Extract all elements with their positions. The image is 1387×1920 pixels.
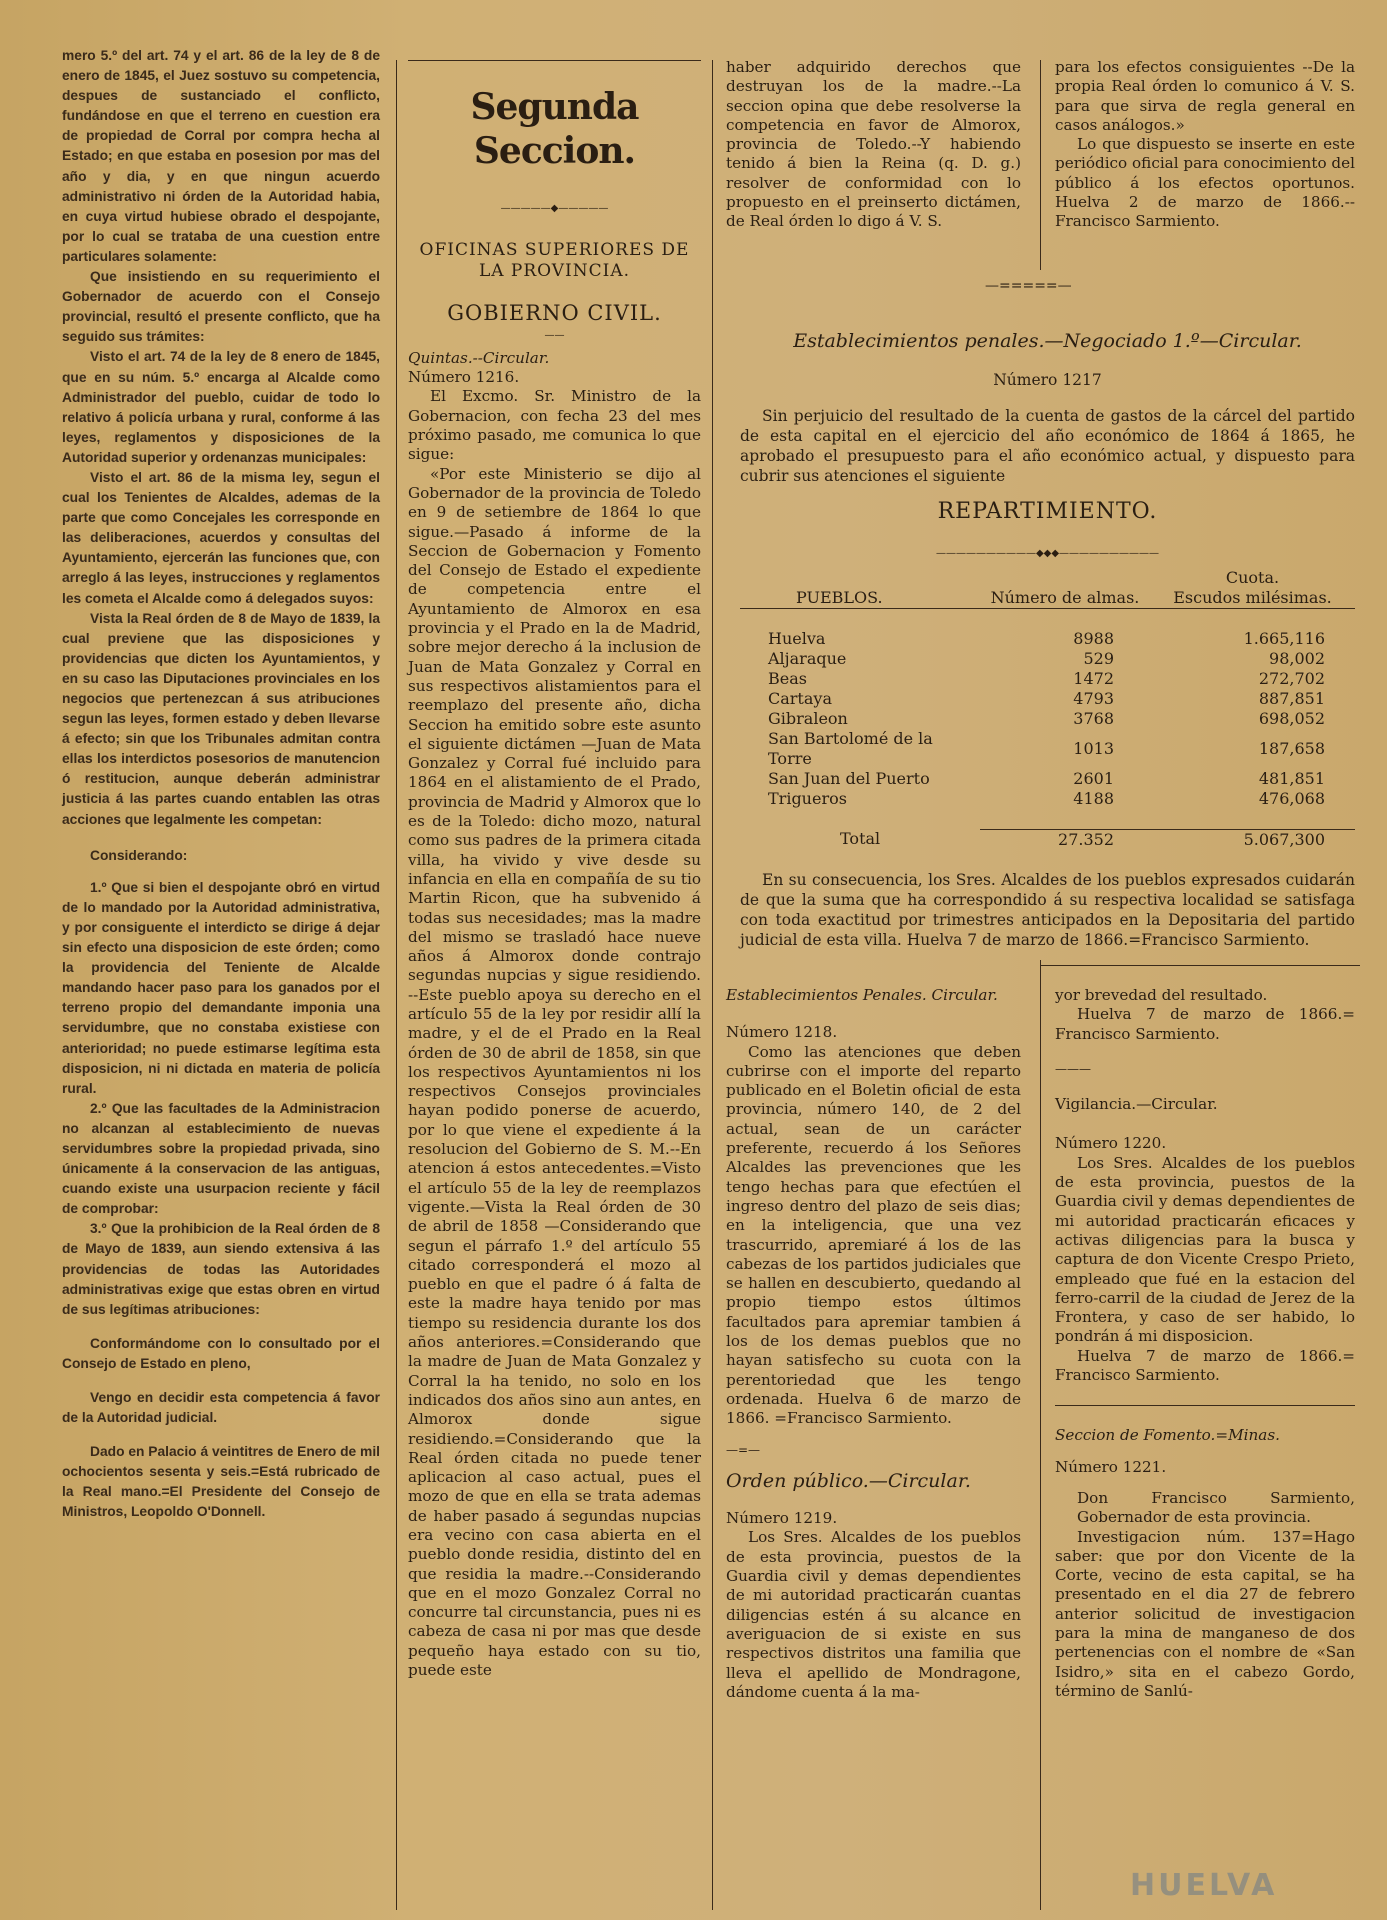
table-row: Aljaraque 529 98,002	[768, 648, 1325, 668]
paragraph: «Por este Ministerio se dijo al Gobernador de la provincia de Toledo en 9 de setiembre de 1864 lo que sigue.—Pasado á informe de la Seccion de Gobernacion y Fomento del Consejo de Estado el expediente de competencia entre el Ayuntamiento de Almorox en esa provincia y el Prado en la de Madrid, sobre mejor derecho á la inclusion de Juan de Mata Gonzalez y Corral en sus respectivos alistamientos para el reemplazo del presente año, dicha Seccion ha emitido sobre este asunto el siguiente dictámen —Juan de Mata Gonzalez y Corral fué incluido para 1864 en el alistamiento de el Prado, provincia de Madrid y Almorox que lo es de la Toledo: dicho mozo, natural como sus padres de la primera citada villa, ha vivido y vive desde su infancia en ella en compañía de su tio Martin Ricon, que ha subvenido á todas sus necesidades; mas la madre del mismo se trasladó hace nueve años á Almorox donde contrajo segundas nupcias y sigue residiendo. --Este pueblo apoya su derecho en el artículo 55 de la ley por residir allí la madre, y el de el Prado en la Real órden de 30 de abril de 1858, sin que los respectivos Ayuntamientos ni los respectivos Consejos provinciales hayan podido ponerse de acuerdo, por lo que viene el expediente á la resolucion del Gobierno de S. M.--En atencion á estos antecedentes.=Visto el artículo 55 de la ley de reemplazos vigente.—Vista la Real órden de 30 de abril de 1858 —Considerando que segun el párrafo 1.º del artículo 55 citado corresponderá el mozo al pueblo en que el padre ó á falta de este la madre haya tenido por mas tiempo su residencia durante los dos años anteriores.=Considerando que la madre de Juan de Mata Gonzalez y Corral la ha tenido, no solo en los indicados dos años sino aun antes, en Almorox donde sigue residiendo.=Considerando que la Real órden citada no puede tener aplicacion al caso actual, pues el mozo de que en ella se trata ademas de haber pasado á segundas nupcias era vecino con casa abierta en el pueblo donde residia, distinto del en que residia la madre.--Considerando que en el mozo Gonzalez Corral no concurre tal circunstancia, pues ni es cabeza de casa ni por mas que desde pequeño haya estado con su tio, puede este	[408, 464, 701, 1680]
gobierno-heading: GOBIERNO CIVIL.	[447, 301, 662, 326]
table-row: San Bartolomé de la Torre 1013 187,658	[768, 728, 1325, 768]
table-row: Cartaya 4793 887,851	[768, 688, 1325, 708]
signature: Huelva 7 de marzo de 1866.= Francisco Sarmiento.	[1055, 1005, 1355, 1043]
paragraph: Visto el art. 74 de la ley de 8 enero de 1845, que en su núm. 5.º encarga al Alcalde como Administrador del pueblo, cuidar de todo lo relativo á policía urbana y rural, conforme á las leyes, reglamentos y disposiciones de la Autoridad superior y ordenanzas municipales:	[62, 349, 380, 465]
top-rule	[408, 60, 701, 61]
penales-intro: Sin perjuicio del resultado de la cuenta de gastos de la cárcel del partido de esta capital en el ejercicio del año económico de 1864 á 1865, he aprobado el presupuesto para el año económico actual, y dispuesto para cubrir sus atenciones el siguiente	[740, 406, 1355, 485]
table-row: Trigueros 4188 476,068	[768, 788, 1325, 808]
column-2	[408, 60, 701, 1680]
col-pueblos: PUEBLOS.	[796, 587, 883, 607]
paragraph: haber adquirido derechos que destruyan los de la madre.--La seccion opina que debe resolverse la competencia en favor de Almorox, provincia de Toledo.--Y habiendo tenido á bien la Reina (q. D. g.) resolver de conformidad con lo propuesto en el preinserto dictámen, de Real órden lo digo á V. S.	[726, 58, 1021, 231]
ornament-rule: ——————————◆◆◆——————————	[935, 547, 1160, 559]
number-heading: Número 1216.	[408, 368, 520, 387]
paragraph: El Excmo. Sr. Ministro de la Gobernacion, con fecha 23 del mes próximo pasado, me comunica lo que sigue:	[408, 387, 701, 464]
paragraph: Vista la Real órden de 8 de Mayo de 1839, la cual previene que las disposiciones y providencias que dicten los Ayuntamientos, y en su caso las Diputaciones provinciales en los negocios que pertenezcan á sus atribuciones segun las leyes, formen estado y deben llevarse á efecto; sin que los Tribunales admitan contra ellas los interdictos posesorios de manutencion ó restitucion, aunque deberán administrar justicia á las partes cuando entablen las otras acciones que legalmente les competan:	[62, 610, 380, 827]
column-rule	[712, 60, 713, 1910]
paragraph: Visto el art. 86 de la misma ley, segun el cual los Tenientes de Alcaldes, ademas de la parte que como Concejales les corresponde en las deliberaciones, acuerdos y consultas del Ayuntamiento, ejercerán las funciones que, con arreglo á las leyes, instrucciones y reglamentos les cometa el Alcalde como á delegados suyos:	[62, 469, 380, 606]
paragraph: yor brevedad del resultado.	[1055, 986, 1268, 1004]
number-heading: Número 1220.	[1055, 1134, 1167, 1153]
column-rule	[1040, 960, 1041, 1910]
paragraph: Vengo en decidir esta competencia á favor de la Autoridad judicial.	[62, 1390, 380, 1426]
paragraph: Que insistiendo en su requerimiento el Gobernador de acuerdo con el Consejo provincial, resultó el presente conflicto, que ha seguido sus trámites:	[62, 269, 380, 345]
paragraph: Lo que dispuesto se inserte en este periódico oficial para conocimiento del público á los efectos oportunos. Huelva 2 de marzo de 1866.--Francisco Sarmiento.	[1055, 135, 1355, 231]
paragraph: 2.º Que las facultades de la Administracion no alcanzan al establecimiento de nuevas servidumbres sobre la propiedad privada, sino únicamente á la conservacion de las antiguas, cuando existe una usurpacion reciente y fácil de comprobar:	[62, 1100, 380, 1217]
short-rule: ——	[544, 329, 565, 341]
column-3-top	[726, 58, 1021, 232]
rule	[1055, 1405, 1355, 1406]
penales-heading: Establecimientos penales.—Negociado 1.º—Circular.	[793, 330, 1302, 352]
table-header	[740, 568, 1355, 588]
paragraph: 3.º Que la prohibicion de la Real órden de 8 de Mayo de 1839, aun siendo extensiva á las providencias de todas las Autoridades administrativas exige que estas obren en virtud de sus legítimas atribuciones:	[62, 1221, 380, 1317]
col-cuota-1: Cuota.	[1225, 567, 1280, 587]
watermark-logo: HUELVA	[1130, 1868, 1278, 1903]
penales-section	[740, 312, 1355, 965]
table-row: Huelva 8988 1.665,116	[768, 628, 1325, 648]
number-heading: Número 1219.	[726, 1509, 838, 1528]
fomento-heading: Seccion de Fomento.=Minas.	[1055, 1426, 1280, 1445]
signature-paragraph: Dado en Palacio á veintitres de Enero de mil ochocientos sesenta y seis.=Está rubricado de la Real mano.=El Presidente del Consejo de Ministros, Leopoldo O'Donnell.	[62, 1444, 380, 1520]
paragraph: mero 5.º del art. 74 y el art. 86 de la ley de 8 de enero de 1845, el Juez sostuvo su competencia, despues de sustanciado el conflicto, fundándose en que el terreno en cuestion era de propiedad de Corral por compra hecha al Estado; en que estaba en posesion por mas del año y dia, y en que ningun acuerdo administrativo ni órden de la Autoridad habia, en cuya virtud hubiese obrado el despojante, por lo cual se trataba de una cuestion entre particulares solamente:	[62, 48, 380, 264]
paragraph: Como las atenciones que deben cubrirse con el importe del reparto publicado en el Boletin oficial de esta provincia, número 140, de 2 del actual, sean de un carácter preferente, recuerdo á los Señores Alcaldes las prevenciones que les tengo hechas para que efectúen el ingreso dentro del plazo de seis dias; en la inteligencia, que una vez trascurrido, apremiaré á los de las cabezas de los partidos judiciales que se hallen en descubierto, quedando al propio tiempo estos últimos facultados para apremiar tambien á los de los demas pueblos que no hayan satisfecho su cuota con la perentoriedad que les tengo ordenada. Huelva 6 de marzo de 1866. =Francisco Sarmiento.	[726, 1042, 1021, 1428]
column-rule	[1040, 60, 1041, 270]
table-row: Gibraleon 3768 698,052	[768, 708, 1325, 728]
paragraph: 1.º Que si bien el despojante obró en virtud de lo mandado por la Autoridad administrativa, y por consiguente el interdicto se dirige á dejar sin efecto una disposicion de este órden; como la providencia del Teniente de Alcalde mandando hacer paso para los ganados por el terreno propio del demandante imponia una servidumbre, que no constaba existiese con anterioridad; no puede estimarse legítima esta disposicion, ni ni dictada en materia de policía rural.	[62, 879, 380, 1096]
penales-number: Número 1217	[993, 371, 1102, 389]
paragraph: Los Sres. Alcaldes de los pueblos de esta provincia, puestos de la Guardia civil y demas dependientes de mi autoridad practicarán cuantas diligencias estén á su alcance en averiguacion de si existe en sus respectivos distritos una familia que lleva el apellido de Mondragone, dándome cuenta á la ma-	[726, 1528, 1021, 1701]
ornament-rule: —————◆—————	[500, 203, 609, 214]
section-title: Segunda Seccion.	[470, 86, 639, 172]
offices-heading: OFICINAS SUPERIORES DE LA PROVINCIA.	[419, 240, 690, 282]
signature: Huelva 7 de marzo de 1866.= Francisco Sarmiento.	[1055, 1346, 1355, 1385]
repartimiento-title: REPARTIMIENTO.	[937, 498, 1158, 524]
vig-heading: Vigilancia.—Circular.	[1055, 1095, 1218, 1114]
paragraph: Los Sres. Alcaldes de los pueblos de esta provincia, puestos de la Guardia civil y demas dependientes de mi autoridad practicarán eficaces y activas diligencias para la busca y captura de don Vicente Crespo Prieto, empleado que fué en la estacion del ferro-carril de la ciudad de Jerez de la Frontera, y caso de ser habido, lo pondrán á mi disposicion.	[1055, 1153, 1355, 1346]
orden-heading: Orden público.—Circular.	[726, 1469, 971, 1492]
considerando-heading: Considerando:	[90, 847, 188, 863]
number-heading: Número 1218.	[726, 1023, 838, 1042]
ornament-rule: —=—	[726, 1442, 761, 1457]
table-row: Beas 1472 272,702	[768, 668, 1325, 688]
table-total-row: Total 27.352 5.067,300	[840, 829, 1325, 849]
col-almas: Número de almas.	[990, 587, 1140, 607]
column-rule	[396, 60, 397, 1910]
paragraph: Investigacion núm. 137=Hago saber: que por don Vicente de la Corte, vecino de esta capital, se ha presentado en el dia 27 de febrero anterior solicitud de investigacion para la mina de manganeso de dos pertenencias con el nombre de «San Isidro,» sita en el cabezo Gordo, término de Sanlú-	[1055, 1527, 1355, 1700]
paragraph: Don Francisco Sarmiento, Gobernador de esta provincia.	[1077, 1488, 1355, 1527]
short-rule: ———	[1055, 1061, 1091, 1076]
paragraph: para los efectos consiguientes --De la propia Real órden lo comunico á V. S. para que sirva de regla general en casos análogos.»	[1055, 58, 1355, 134]
penales-circ-heading: Establecimientos Penales. Circular.	[726, 986, 998, 1004]
col-cuota-2: Escudos milésimas.	[1173, 587, 1332, 607]
column-3-bottom	[726, 986, 1021, 1702]
repartimiento-table	[740, 568, 1355, 850]
paragraph: Conformándome con lo consultado por el Consejo de Estado en pleno,	[62, 1335, 380, 1371]
number-heading: Número 1221.	[1055, 1457, 1167, 1476]
rule	[1040, 965, 1360, 966]
quintas-heading: Quintas.--Circular.	[408, 348, 550, 367]
column-1	[62, 46, 380, 1523]
table-header	[740, 588, 1355, 609]
column-4-bottom	[1055, 986, 1355, 1701]
column-4-top	[1055, 58, 1355, 232]
ornament-rule: —=====—	[985, 278, 1072, 294]
table-row: San Juan del Puerto 2601 481,851	[768, 768, 1325, 788]
penales-after: En su consecuencia, los Sres. Alcaldes de los pueblos expresados cuidarán de que la suma que ha correspondido á su respectiva localidad se satisfaga con toda exactitud por trimestres anticipados en la Depositaria del partido judicial de esta villa. Huelva 7 de marzo de 1866.=Francisco Sarmiento.	[740, 870, 1355, 949]
